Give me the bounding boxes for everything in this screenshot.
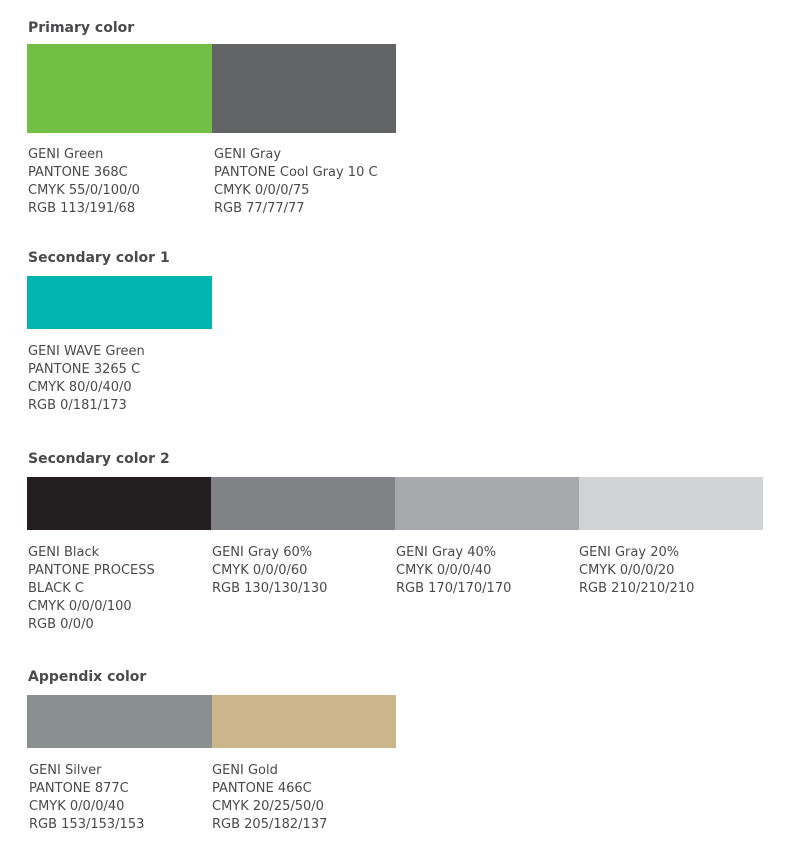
color-name: GENI Gray 20% [579, 545, 680, 560]
color-spec: CMYK 0/0/0/40 [396, 563, 492, 578]
color-spec: BLACK C [28, 581, 84, 596]
swatch-geni-gray-20 [579, 477, 763, 530]
color-spec: PANTONE PROCESS [28, 563, 155, 578]
color-spec: CMYK 0/0/0/40 [29, 799, 125, 814]
color-spec: CMYK 0/0/0/20 [579, 563, 675, 578]
color-spec: RGB 130/130/130 [212, 581, 328, 596]
color-info-geni-gray-20 [579, 544, 694, 598]
color-spec: RGB 0/181/173 [28, 398, 127, 413]
color-spec: PANTONE 466C [212, 781, 312, 796]
section-title-secondary-1: Secondary color 1 [28, 250, 170, 266]
color-spec: RGB 170/170/170 [396, 581, 512, 596]
color-spec: PANTONE 3265 C [28, 362, 141, 377]
color-spec: PANTONE 877C [29, 781, 129, 796]
color-spec: RGB 0/0/0 [28, 617, 94, 632]
color-name: GENI Black [28, 545, 100, 560]
color-spec: PANTONE 368C [28, 165, 128, 180]
color-info-geni-gray-60 [212, 544, 327, 598]
swatch-geni-green [27, 44, 212, 133]
section-title-secondary-2: Secondary color 2 [28, 451, 170, 467]
swatch-geni-gold [212, 695, 396, 748]
color-spec: CMYK 0/0/0/60 [212, 563, 308, 578]
color-info-geni-black [28, 544, 155, 634]
color-spec: RGB 153/153/153 [29, 817, 145, 832]
color-spec: CMYK 55/0/100/0 [28, 183, 140, 198]
color-spec: PANTONE Cool Gray 10 C [214, 165, 378, 180]
color-info-geni-gold [212, 762, 327, 834]
color-spec: CMYK 80/0/40/0 [28, 380, 132, 395]
color-name: GENI Gray [214, 147, 282, 162]
color-spec: RGB 210/210/210 [579, 581, 695, 596]
swatch-geni-black [27, 477, 211, 530]
color-info-geni-gray-40 [396, 544, 511, 598]
color-name: GENI Gray 40% [396, 545, 497, 560]
color-spec: CMYK 0/0/0/100 [28, 599, 132, 614]
color-spec: CMYK 20/25/50/0 [212, 799, 324, 814]
color-spec: CMYK 0/0/0/75 [214, 183, 310, 198]
section-title-appendix: Appendix color [28, 669, 147, 685]
color-spec: RGB 113/191/68 [28, 201, 136, 216]
swatch-geni-gray-40 [395, 477, 579, 530]
section-title-primary: Primary color [28, 20, 135, 36]
color-info-geni-silver [29, 762, 144, 834]
color-name: GENI Green [28, 147, 104, 162]
color-spec: RGB 77/77/77 [214, 201, 305, 216]
color-name: GENI WAVE Green [28, 344, 145, 359]
color-info-geni-wave-green [28, 343, 145, 415]
swatch-geni-gray [212, 44, 396, 133]
color-name: GENI Gray 60% [212, 545, 313, 560]
swatch-geni-gray-60 [211, 477, 395, 530]
color-name: GENI Gold [212, 763, 278, 778]
color-info-geni-gray [214, 146, 378, 218]
swatch-geni-silver [27, 695, 212, 748]
swatch-geni-wave-green [27, 276, 212, 329]
color-spec: RGB 205/182/137 [212, 817, 328, 832]
color-info-geni-green [28, 146, 140, 218]
color-name: GENI Silver [29, 763, 102, 778]
